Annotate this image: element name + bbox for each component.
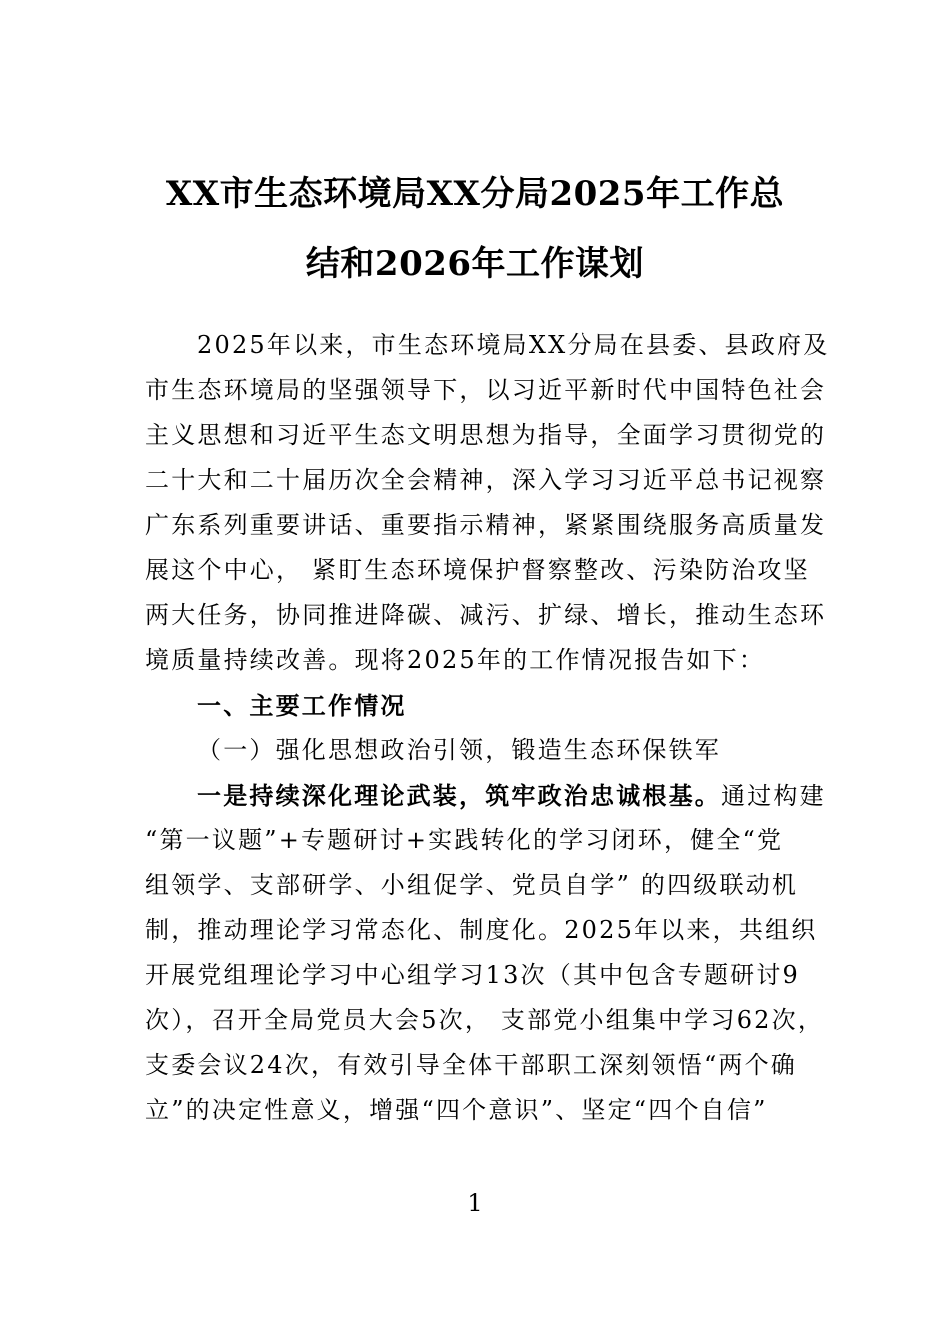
paragraph-line: 支委会议24次，有效引导全体干部职工深刻领悟“两个确 <box>145 1051 798 1079</box>
section-heading: 一、主要工作情况 <box>197 691 407 720</box>
paragraph-lead-rest: 通过构建 <box>721 782 826 810</box>
intro-line: 展这个中心， 紧盯生态环境保护督察整改、污染防治攻坚 <box>145 556 810 584</box>
paragraph-lead-bold: 一是持续深化理论武装，筑牢政治忠诚根基。 <box>197 781 721 810</box>
paragraph-line: 开展党组理论学习中心组学习13次（其中包含专题研讨9 <box>145 961 801 989</box>
paragraph-line: 立”的决定性意义，增强“四个意识”、坚定“四个自信” <box>145 1096 768 1124</box>
document-body <box>145 323 830 1133</box>
subsection-heading: （一）强化思想政治引领，锻造生态环保铁军 <box>197 736 721 764</box>
document-title-line-1: XX市生态环境局XX分局2025年工作总 <box>165 174 785 214</box>
paragraph-line: 制，推动理论学习常态化、制度化。2025年以来，共组织 <box>145 916 818 944</box>
paragraph-line: 组领学、支部研学、小组促学、党员自学” 的四级联动机 <box>145 871 799 899</box>
page-number: 1 <box>467 1189 483 1217</box>
intro-line: 两大任务，协同推进降碳、减污、扩绿、增长，推动生态环 <box>145 601 827 629</box>
intro-line: 境质量持续改善。现将2025年的工作情况报告如下： <box>145 646 766 674</box>
intro-line: 二十大和二十届历次全会精神，深入学习习近平总书记视察 <box>145 466 827 494</box>
intro-line: 主义思想和习近平生态文明思想为指导，全面学习贯彻党的 <box>145 421 827 449</box>
paragraph-line: “第一议题”+专题研讨+实践转化的学习闭环，健全“党 <box>145 826 784 854</box>
intro-line: 2025年以来，市生态环境局XX分局在县委、县政府及 <box>197 331 830 359</box>
paragraph-first-line <box>145 773 826 818</box>
intro-line: 市生态环境局的坚强领导下，以习近平新时代中国特色社会 <box>145 376 827 404</box>
document-title-line-2: 结和2026年工作谋划 <box>305 244 645 284</box>
paragraph-line: 次），召开全局党员大会5次， 支部党小组集中学习62次， <box>145 1006 825 1034</box>
intro-line: 广东系列重要讲话、重要指示精神，紧紧围绕服务高质量发 <box>145 511 827 539</box>
